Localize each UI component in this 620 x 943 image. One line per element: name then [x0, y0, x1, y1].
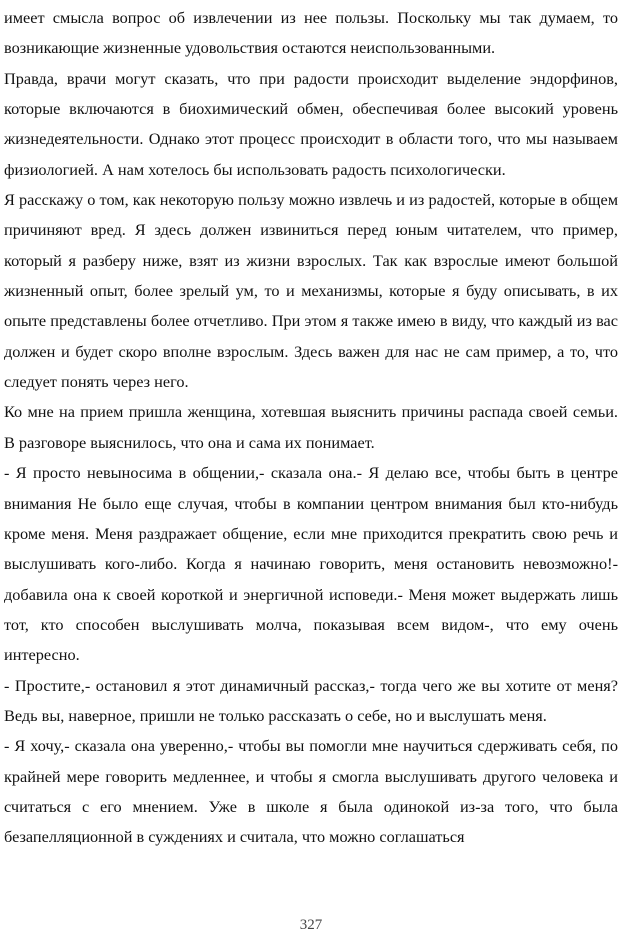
- page-number: 327: [299, 917, 323, 933]
- paragraph-3: Я расскажу о том, как некоторую пользу можно извлечь и из радостей, которые в общем причиняют вред. Я здесь должен извиниться перед юным читателем, что пример, который я разберу ниже, взят из жизни взрослых. Так как взрослые имеют большой жизненный опыт, более зрелый ум, то и механизмы, которые я буду описывать, в их опыте представлены более отчетливо. При этом я также имею в виду, что каждый из вас должен и будет скоро вполне взрослым. Здесь важен для нас не сам пример, а то, что следует понять через него.: [4, 190, 618, 392]
- paragraph-7: - Я хочу,- сказала она уверенно,- чтобы вы помогли мне научиться сдерживать себя, по крайней мере говорить медленнее, и чтобы я смогла выслушивать другого человека и считаться с его мнением. Уже в школе я была одинокой из-за того, что была безапелляционной в суждениях и считала, что можно соглашаться: [4, 736, 618, 847]
- page-text: [4, 3, 618, 853]
- paragraph-1: имеет смысла вопрос об извлечении из нее пользы. Поскольку мы так думаем, то возникающие жизненные удовольствия остаются неиспользованными.: [4, 8, 618, 58]
- book-page: [4, 0, 618, 943]
- paragraph-6: - Простите,- остановил я этот динамичный рассказ,- тогда чего же вы хотите от меня? Ведь вы, наверное, пришли не только рассказать о себе, но и выслушать меня.: [4, 675, 618, 725]
- paragraph-4: Ко мне на прием пришла женщина, хотевшая выяснить причины распада своей семьи. В разговоре выяснилось, что она и сама их понимает.: [4, 402, 618, 452]
- paragraph-2: Правда, врачи могут сказать, что при радости происходит выделение эндорфинов, которые включаются в биохимический обмен, обеспечивая более высокий уровень жизнедеятельности. Однако этот процесс происходит в области того, что мы называем физиологией. А нам хотелось бы использовать радость психологически.: [4, 68, 618, 179]
- paragraph-5: - Я просто невыносима в общении,- сказала она.- Я делаю все, чтобы быть в центре внимания Не было еще случая, чтобы в компании центром внимания был кто-нибудь кроме меня. Меня раздражает общение, если мне приходится прекратить свою речь и выслушивать кого-либо. Когда я начинаю говорить, меня остановить невозможно!- добавила она к своей короткой и энергичной исповеди.- Меня может выдержать лишь тот, кто способен выслушивать молча, показывая всем видом-, что ему очень интересно.: [4, 463, 618, 665]
